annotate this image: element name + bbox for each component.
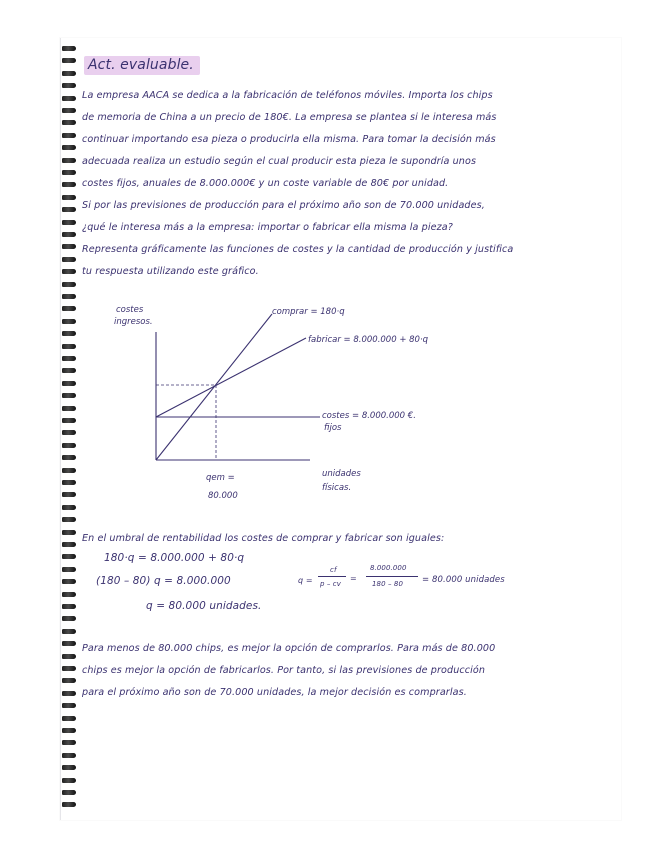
breakeven-q-label: qem = <box>206 473 235 483</box>
problem-line: adecuada realiza un estudio según el cual producir esta pieza le supondría unos <box>82 156 477 167</box>
spiral-coil <box>62 381 76 386</box>
formula-num2: 8.000.000 <box>370 564 407 572</box>
spiral-coil <box>62 257 76 262</box>
spiral-coil <box>62 331 76 336</box>
y-axis-label-line1: costes <box>116 305 144 315</box>
spiral-coil <box>62 344 76 349</box>
spiral-coil <box>62 678 76 683</box>
spiral-coil <box>62 356 76 361</box>
spiral-coil <box>62 530 76 535</box>
spiral-coil <box>62 778 76 783</box>
spiral-coil <box>62 120 76 125</box>
spiral-coil <box>62 83 76 88</box>
fraction-bar-1 <box>318 576 346 577</box>
problem-line: continuar importando esa pieza o producirla ella misma. Para tomar la decisión más <box>82 134 496 145</box>
spiral-coil <box>62 505 76 510</box>
spiral-coil <box>62 232 76 237</box>
problem-line: tu respuesta utilizando este gráfico. <box>82 266 259 277</box>
spiral-coil <box>62 802 76 807</box>
spiral-binding <box>62 40 78 820</box>
spiral-coil <box>62 71 76 76</box>
formula-lhs: q = <box>298 576 313 585</box>
spiral-coil <box>62 96 76 101</box>
spiral-coil <box>62 654 76 659</box>
formula-den1: p – cv <box>320 580 341 588</box>
spiral-coil <box>62 728 76 733</box>
spiral-coil <box>62 790 76 795</box>
spiral-coil <box>62 567 76 572</box>
spiral-coil <box>62 430 76 435</box>
x-axis-label-line2: físicas. <box>322 483 352 493</box>
spiral-coil <box>62 542 76 547</box>
y-axis-label-line2: ingresos. <box>114 317 153 327</box>
spiral-coil <box>62 554 76 559</box>
spiral-coil <box>62 158 76 163</box>
breakeven-q-value: 80.000 <box>208 491 238 501</box>
spiral-coil <box>62 406 76 411</box>
spiral-coil <box>62 666 76 671</box>
spiral-coil <box>62 629 76 634</box>
problem-line: costes fijos, anuales de 8.000.000€ y un coste variable de 80€ por unidad. <box>82 178 449 189</box>
formula-den2: 180 – 80 <box>372 580 404 588</box>
spiral-coil <box>62 480 76 485</box>
spiral-coil <box>62 108 76 113</box>
problem-line: Representa gráficamente las funciones de costes y la cantidad de producción y justifica <box>82 244 514 255</box>
spiral-coil <box>62 145 76 150</box>
spiral-coil <box>62 418 76 423</box>
comprar-label: comprar = 180·q <box>272 307 345 317</box>
spiral-coil <box>62 753 76 758</box>
spiral-coil <box>62 58 76 63</box>
spiral-coil <box>62 579 76 584</box>
spiral-coil <box>62 294 76 299</box>
spiral-coil <box>62 455 76 460</box>
spiral-coil <box>62 182 76 187</box>
spiral-coil <box>62 195 76 200</box>
equation-3: q = 80.000 unidades. <box>146 600 262 612</box>
fixed-costs-label: costes = 8.000.000 €. <box>322 411 416 421</box>
spiral-coil <box>62 207 76 212</box>
cost-graph <box>110 300 440 510</box>
formula-result: = 80.000 unidades <box>422 575 505 585</box>
spiral-coil <box>62 616 76 621</box>
problem-line: ¿qué le interesa más a la empresa: importar o fabricar ella misma la pieza? <box>82 222 453 233</box>
fraction-bar-2 <box>366 576 418 577</box>
spiral-coil <box>62 443 76 448</box>
formula-eq: = <box>350 574 357 583</box>
problem-line: de memoria de China a un precio de 180€. La empresa se plantea si le interesa más <box>82 112 497 123</box>
spiral-coil <box>62 492 76 497</box>
spiral-coil <box>62 220 76 225</box>
spiral-coil <box>62 46 76 51</box>
spiral-coil <box>62 269 76 274</box>
conclusion-line: Para menos de 80.000 chips, es mejor la opción de comprarlos. Para más de 80.000 <box>82 643 496 654</box>
fabricar-line <box>156 338 306 417</box>
equation-1: 180·q = 8.000.000 + 80·q <box>104 552 245 564</box>
spiral-coil <box>62 604 76 609</box>
spiral-coil <box>62 703 76 708</box>
spiral-coil <box>62 306 76 311</box>
spiral-coil <box>62 592 76 597</box>
page-title: Act. evaluable. <box>84 56 200 75</box>
spiral-coil <box>62 468 76 473</box>
spiral-coil <box>62 740 76 745</box>
spiral-coil <box>62 691 76 696</box>
conclusion-line: para el próximo año son de 70.000 unidades, la mejor decisión es comprarlas. <box>82 687 467 698</box>
formula-num1: cf <box>330 566 337 574</box>
spiral-coil <box>62 641 76 646</box>
equation-2: (180 – 80) q = 8.000.000 <box>96 575 231 587</box>
spiral-coil <box>62 716 76 721</box>
x-axis-label-line1: unidades <box>322 469 361 479</box>
spiral-coil <box>62 319 76 324</box>
spiral-coil <box>62 244 76 249</box>
problem-line: Si por las previsiones de producción para el próximo año son de 70.000 unidades, <box>82 200 485 211</box>
spiral-coil <box>62 393 76 398</box>
equation-intro: En el umbral de rentabilidad los costes de comprar y fabricar son iguales: <box>82 533 445 544</box>
spiral-coil <box>62 282 76 287</box>
spiral-coil <box>62 368 76 373</box>
spiral-coil <box>62 170 76 175</box>
problem-line: La empresa AACA se dedica a la fabricación de teléfonos móviles. Importa los chips <box>82 90 493 101</box>
fixed-costs-label-2: fijos <box>324 423 342 433</box>
spiral-coil <box>62 517 76 522</box>
spiral-coil <box>62 765 76 770</box>
spiral-coil <box>62 133 76 138</box>
conclusion-line: chips es mejor la opción de fabricarlos. Por tanto, si las previsiones de producción <box>82 665 486 676</box>
fabricar-label: fabricar = 8.000.000 + 80·q <box>308 335 429 345</box>
